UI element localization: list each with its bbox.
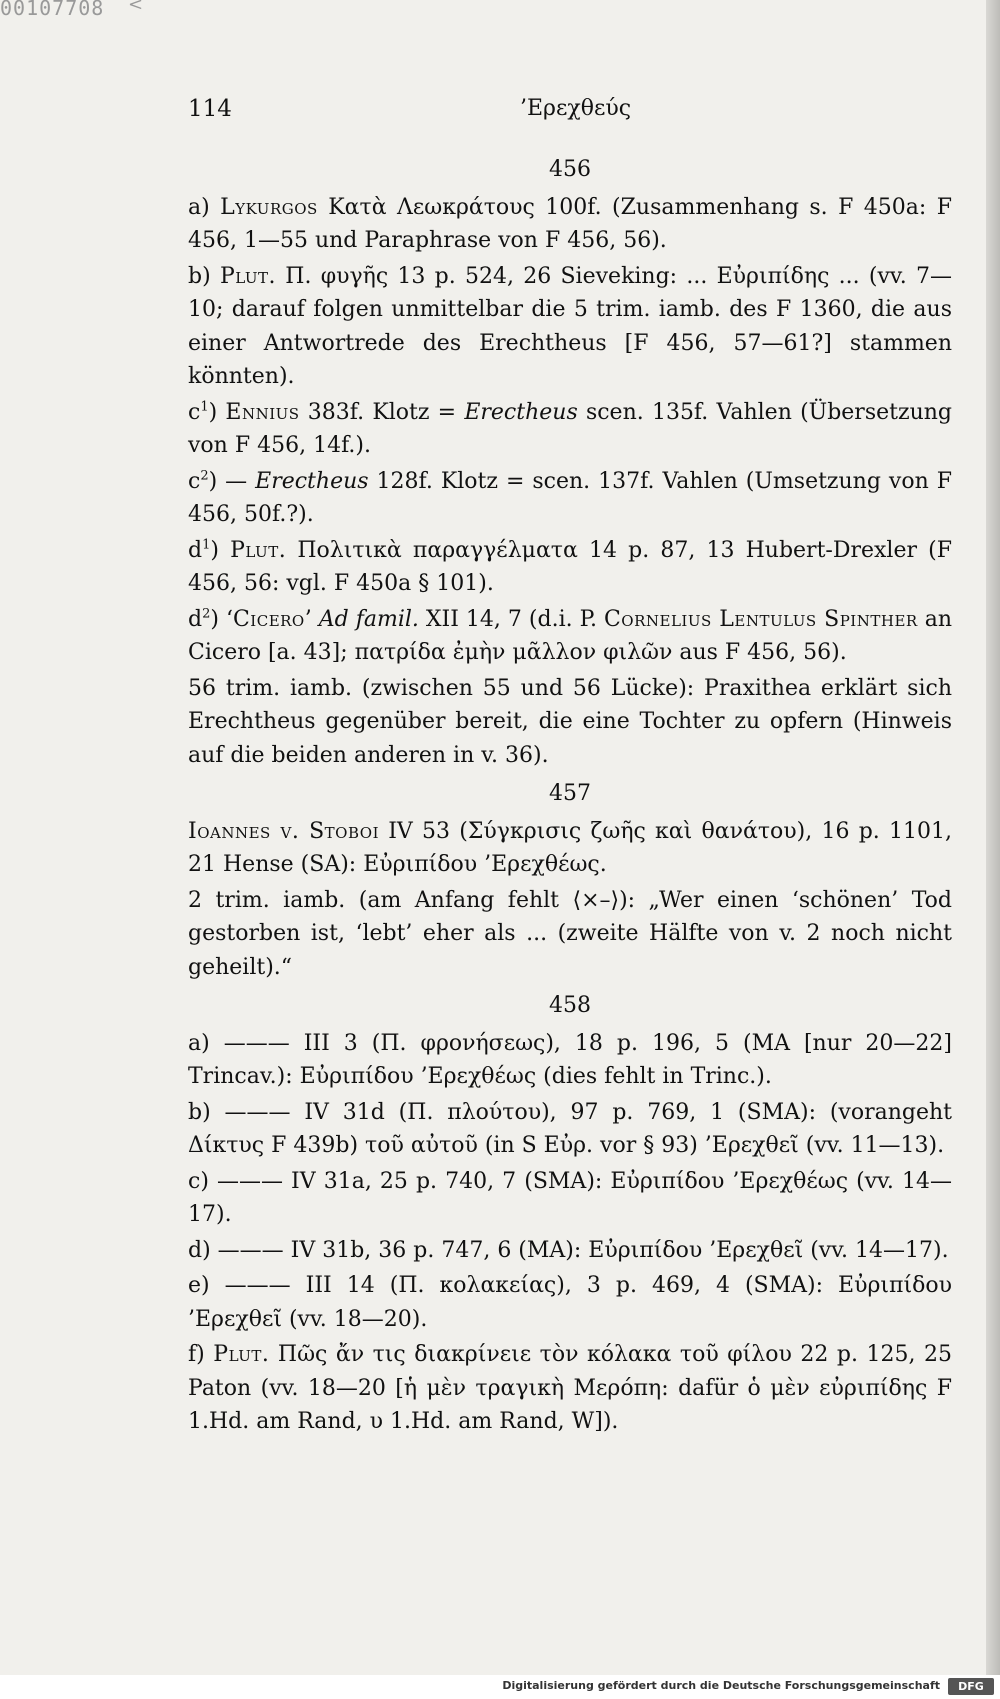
text-run: b)	[188, 263, 220, 289]
work-title: Erectheus	[255, 468, 369, 494]
section-number: 458	[549, 993, 591, 1018]
testimonium-paragraph	[188, 1338, 952, 1439]
testimonium-paragraph	[188, 191, 952, 258]
text-run: an Cicero [a. 43]; πατρίδα ἐμὴν μᾶλλον φιλῶν aus F 456, 56).	[188, 606, 952, 665]
page-edge-shadow	[986, 0, 1000, 1699]
text-run: 128f. Klotz = scen. 137f. Vahlen (Umsetzung von F 456, 50f.?).	[188, 468, 952, 527]
author-name: Cicero	[232, 606, 305, 632]
superscript: 2	[200, 468, 209, 484]
text-run: f)	[188, 1342, 214, 1367]
testimonium-paragraph	[188, 534, 952, 601]
testimonium-paragraph	[188, 1027, 952, 1094]
page-number: 114	[188, 96, 232, 122]
testimonium-paragraph	[188, 396, 952, 463]
author-name: Plut.	[230, 537, 287, 563]
superscript: 2	[202, 606, 211, 622]
superscript: 1	[202, 537, 211, 553]
author-name: Lykurgos	[220, 194, 318, 220]
testimonium-paragraph	[188, 884, 952, 985]
text-run: 383f. Klotz =	[299, 399, 465, 425]
text-run: d) ——— IV 31b, 36 p. 747, 6 (MA): Εὐριπίδου ’Ερεχθεῖ (vv. 14—17).	[188, 1237, 949, 1263]
text-run: b) ——— IV 31d (Π. πλούτου), 97 p. 769, 1 (SMA): (vorangeht Δίκτυς F 439b) τοῦ αὐτοῦ (in S Εὐρ. vor § 93) ’Ερεχθεῖ (vv. 11—13).	[188, 1099, 952, 1158]
text-run: ) ‘	[210, 606, 233, 632]
main-text	[188, 148, 952, 1441]
text-run: 2 trim. iamb. (am Anfang fehlt ⟨×–⟩): „Wer einen ‘schönen’ Tod gestorben ist, ‘lebt’ eher als ... (zweite Hälfte von v. 2 noch nicht geheilt).“	[188, 887, 952, 980]
scan-mark: <	[128, 0, 144, 15]
text-run: )	[208, 399, 226, 425]
text-run: d	[188, 537, 203, 563]
funding-notice: Digitalisierung gefördert durch die Deutsche Forschungsgemeinschaft	[502, 1679, 940, 1692]
scan-id: 00107708	[0, 0, 105, 20]
running-head	[0, 96, 1000, 130]
text-run: c	[188, 399, 201, 425]
testimonium-paragraph	[188, 260, 952, 394]
text-run: a)	[188, 194, 221, 220]
testimonium-paragraph	[188, 672, 952, 773]
author-name: Ioannes v. Stoboi	[188, 818, 379, 844]
testimonium-paragraph	[188, 1165, 952, 1232]
text-run: a) ——— III 3 (Π. φρονήσεως), 18 p. 196, 5 (MA [nur 20—22] Trincav.): Εὐριπίδου ’Ερεχθέως (dies fehlt in Trinc.).	[188, 1030, 952, 1089]
text-run: c) ——— IV 31a, 25 p. 740, 7 (SMA): Εὐριπίδου ’Ερεχθέως (vv. 14—17).	[188, 1168, 952, 1227]
superscript: 1	[200, 399, 209, 415]
running-title: ’Ερεχθεύς	[520, 96, 632, 121]
author-name: Plut.	[219, 263, 277, 289]
text-run: 56 trim. iamb. (zwischen 55 und 56 Lücke): Praxithea erklärt sich Erechtheus gegenüber bereit, die eine Tochter zu opfern (Hinweis auf die beiden anderen in v. 36).	[188, 675, 952, 768]
work-title: Erectheus	[464, 399, 578, 425]
text-run: e) ——— III 14 (Π. κολακείας), 3 p. 469, 4 (SMA): Εὐριπίδου ’Ερεχθεῖ (vv. 18—20).	[188, 1273, 952, 1332]
testimonium-paragraph	[188, 465, 952, 532]
testimonium-paragraph	[188, 815, 952, 882]
testimonium-paragraph	[188, 1096, 952, 1163]
author-name: Ennius	[225, 399, 300, 425]
text-run: Π. φυγῆς 13 p. 524, 26 Sieveking: ... Εὐριπίδης ... (vv. 7—10; darauf folgen unmittelbar die 5 trim. iamb. des F 1360, die aus einer Antwortrede des Erechtheus [F 456, 57—61?] stammen könnten).	[188, 263, 952, 389]
text-run: XII 14, 7 (d.i. P.	[418, 606, 604, 632]
text-run: IV 53 (Σύγκρισις ζωῆς καὶ θανάτου), 16 p. 1101, 21 Hense (SA): Εὐριπίδου ’Ερεχθέως.	[188, 818, 952, 877]
text-run: Πῶς ἄν τις διακρίνειε τὸν κόλακα τοῦ φίλου 22 p. 125, 25 Paton (vv. 18—20 [ἡ μὲν τραγικὴ Μερόπη: dafür ὁ μὲν εὐριπίδης F 1.Hd. am Rand, υ 1.Hd. am Rand, W]).	[188, 1342, 953, 1434]
text-run: scen. 135f. Vahlen (Übersetzung von F 456, 14f.).	[188, 399, 952, 458]
section-number: 456	[549, 157, 591, 182]
author-name: Cornelius Lentulus Spinther	[603, 606, 918, 632]
text-run: d	[188, 606, 203, 632]
author-name: Plut.	[213, 1342, 270, 1367]
text-run: c	[188, 468, 201, 494]
section-number: 457	[549, 781, 591, 806]
testimonium-paragraph	[188, 1234, 952, 1268]
testimonium-paragraph	[188, 603, 952, 670]
testimonium-paragraph	[188, 1269, 952, 1336]
text-run: ) —	[208, 468, 256, 494]
text-run: Κατὰ Λεωκράτους 100f. (Zusammenhang s. F 450a: F 456, 1—55 und Paraphrase von F 456, 56).	[188, 194, 952, 253]
digitization-footer	[0, 1675, 1000, 1699]
text-run: ’	[304, 606, 319, 632]
text-run: Πολιτικὰ παραγγέλματα 14 p. 87, 13 Hubert-Drexler (F 456, 56: vgl. F 450a § 101).	[188, 537, 953, 596]
dfg-logo: DFG	[948, 1678, 994, 1695]
work-title: Ad famil.	[318, 606, 419, 632]
text-run: )	[210, 537, 231, 563]
